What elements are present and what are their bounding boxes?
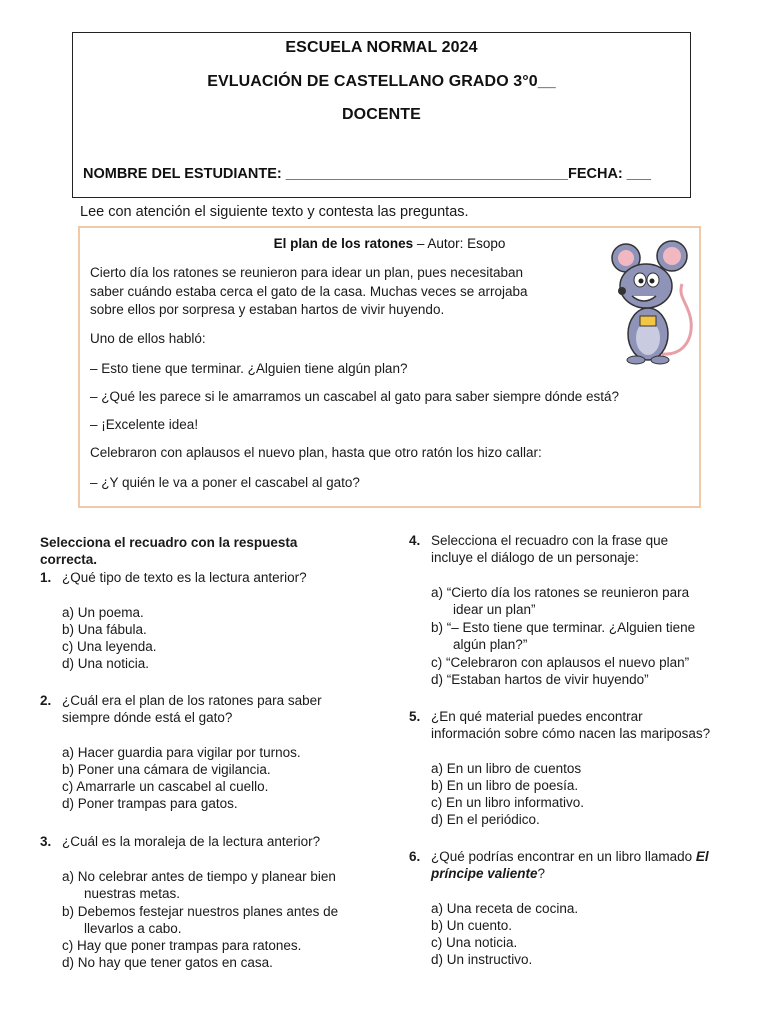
question-6-option-a[interactable]: a) Una receta de cocina.	[431, 901, 579, 916]
question-6-option-b[interactable]: b) Un cuento.	[431, 918, 513, 933]
question-5-option-b[interactable]: b) En un libro de poesía.	[431, 778, 579, 793]
question-2-number: 2.	[40, 693, 52, 708]
school-name: ESCUELA NORMAL 2024	[285, 39, 478, 56]
question-2-option-c[interactable]: c) Amarrarle un cascabel al cuello.	[62, 779, 269, 794]
question-3-number: 3.	[40, 834, 52, 849]
header-box	[72, 32, 691, 198]
question-6-option-c[interactable]: c) Una noticia.	[431, 935, 518, 950]
question-4-option-a-cont: idear un plan”	[453, 602, 536, 617]
story-line: sobre ellos por sorpresa y estaban hartos de vivir huyendo.	[90, 302, 445, 317]
story-line: Cierto día los ratones se reunieron para idear un plan, pues necesitaban	[90, 265, 524, 280]
mouse-illustration	[600, 236, 700, 376]
story-paragraph-3: Celebraron con aplausos el nuevo plan, hasta que otro ratón los hizo callar:	[90, 445, 542, 460]
question-3-option-b[interactable]: b) Debemos festejar nuestros planes antes de	[62, 904, 339, 919]
book-title-part-2: príncipe valiente	[431, 866, 538, 881]
question-5-line-2: información sobre cómo nacen las mariposas?	[431, 726, 711, 741]
question-4-option-a[interactable]: a) “Cierto día los ratones se reunieron para	[431, 585, 690, 600]
question-4-option-d[interactable]: d) “Estaban hartos de vivir huyendo”	[431, 672, 649, 687]
question-1-option-b[interactable]: b) Una fábula.	[62, 622, 147, 637]
story-author: – Autor: Esopo	[413, 236, 506, 251]
question-5-option-a[interactable]: a) En un libro de cuentos	[431, 761, 582, 776]
question-1-option-c[interactable]: c) Una leyenda.	[62, 639, 157, 654]
instruction-line-1: Selecciona el recuadro con la respuesta	[40, 535, 298, 550]
question-4-option-b-cont: algún plan?”	[453, 637, 528, 652]
questions-left-column	[40, 534, 390, 984]
question-6-line-2	[431, 865, 545, 882]
question-4-option-b[interactable]: b) “– Esto tiene que terminar. ¿Alguien tiene	[431, 620, 696, 635]
story-box	[78, 226, 701, 508]
evaluation-title: EVLUACIÓN DE CASTELLANO GRADO 3°0__	[207, 73, 556, 90]
question-3-option-a-cont: nuestras metas.	[84, 886, 181, 901]
dialogue-line-1: – Esto tiene que terminar. ¿Alguien tiene algún plan?	[90, 361, 408, 376]
question-6-text: ¿Qué podrías encontrar en un libro llamado	[431, 849, 696, 864]
teacher-label: DOCENTE	[342, 106, 421, 123]
instruction-line-2: correcta.	[40, 552, 98, 567]
question-3-option-a[interactable]: a) No celebrar antes de tiempo y planear bien	[62, 869, 336, 884]
question-1-text: ¿Qué tipo de texto es la lectura anterior?	[62, 570, 307, 585]
question-3-option-d[interactable]: d) No hay que tener gatos en casa.	[62, 955, 273, 970]
question-1-option-a[interactable]: a) Un poema.	[62, 605, 144, 620]
dialogue-line-2: – ¿Qué les parece si le amarramos un cascabel al gato para saber siempre dónde está?	[90, 389, 620, 404]
question-3-option-b-cont: llevarlos a cabo.	[84, 921, 182, 936]
question-1-number: 1.	[40, 570, 52, 585]
book-title-part-1: El	[695, 849, 709, 864]
story-paragraph-2: Uno de ellos habló:	[90, 331, 206, 346]
student-name-date-line: NOMBRE DEL ESTUDIANTE: ___________________________________FECHA: ___	[83, 166, 651, 182]
question-2-line-1: ¿Cuál era el plan de los ratones para saber	[62, 693, 322, 708]
question-4-number: 4.	[409, 533, 421, 548]
reading-instructions: Lee con atención el siguiente texto y contesta las preguntas.	[80, 204, 469, 220]
question-4-option-c[interactable]: c) “Celebraron con aplausos el nuevo plan”	[431, 655, 690, 670]
question-6-option-d[interactable]: d) Un instructivo.	[431, 952, 533, 967]
questions-right-column	[409, 532, 759, 982]
question-1-option-d[interactable]: d) Una noticia.	[62, 656, 150, 671]
question-5-number: 5.	[409, 709, 421, 724]
question-2-option-d[interactable]: d) Poner trampas para gatos.	[62, 796, 238, 811]
question-5-option-c[interactable]: c) En un libro informativo.	[431, 795, 585, 810]
question-5-option-d[interactable]: d) En el periódico.	[431, 812, 540, 827]
dialogue-line-3: – ¡Excelente idea!	[90, 417, 199, 432]
question-5-line-1: ¿En qué material puedes encontrar	[431, 709, 643, 724]
question-6-number: 6.	[409, 849, 421, 864]
story-paragraph-1	[90, 264, 528, 320]
question-3-option-c[interactable]: c) Hay que poner trampas para ratones.	[62, 938, 302, 953]
question-4-line-1: Selecciona el recuadro con la frase que	[431, 533, 669, 548]
question-3-text: ¿Cuál es la moraleja de la lectura anterior?	[62, 834, 321, 849]
question-2-option-a[interactable]: a) Hacer guardia para vigilar por turnos.	[62, 745, 301, 760]
question-6-line-1	[431, 848, 709, 865]
story-line: saber cuándo estaba cerca el gato de la casa. Muchas veces se arrojaba	[90, 283, 528, 299]
question-2-option-b[interactable]: b) Poner una cámara de vigilancia.	[62, 762, 271, 777]
question-4-line-2: incluye el diálogo de un personaje:	[431, 550, 639, 565]
question-2-line-2: siempre dónde está el gato?	[62, 710, 233, 725]
story-title: El plan de los ratones	[273, 236, 414, 251]
question-6-end: ?	[537, 866, 546, 881]
dialogue-line-4: – ¿Y quién le va a poner el cascabel al gato?	[90, 475, 360, 490]
